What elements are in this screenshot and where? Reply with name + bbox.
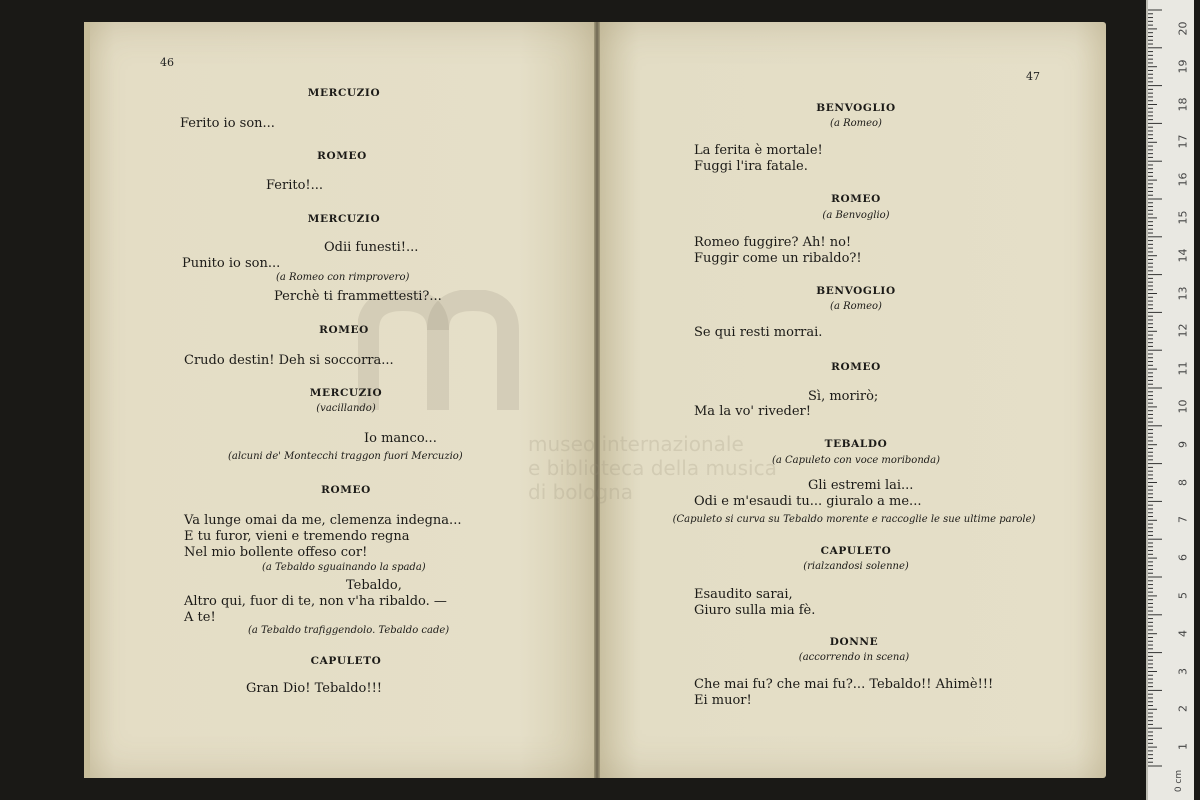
libretto-line: A te! — [184, 610, 216, 625]
ruler-number: 8 — [1176, 478, 1190, 486]
stage-direction: (Capuleto si curva su Tebaldo morente e raccoglie le sue ultime parole) — [672, 514, 1036, 525]
ruler-number: 14 — [1176, 248, 1190, 263]
ruler-number: 5 — [1176, 592, 1190, 599]
libretto-line: Io manco... — [364, 431, 437, 446]
ruler-number: 4 — [1176, 629, 1190, 637]
speaker-name: CAPULETO — [310, 655, 382, 667]
stage-direction: (a Benvoglio) — [822, 210, 890, 221]
libretto-line: Fuggi l'ira fatale. — [694, 159, 808, 174]
watermark-line-3: di bologna — [528, 480, 633, 504]
watermark-line-2: e biblioteca della musica — [528, 456, 777, 480]
stage-direction: (alcuni de' Montecchi traggon fuori Mercuzio) — [228, 451, 463, 462]
page-number-right: 47 — [1026, 70, 1040, 83]
stage-direction: (a Capuleto con voce moribonda) — [771, 455, 941, 466]
ruler-number: 1 — [1176, 743, 1190, 751]
ruler-number: 10 — [1176, 399, 1190, 414]
libretto-line: Esaudito sarai, — [694, 587, 793, 602]
stage-direction: (accorrendo in scena) — [798, 652, 910, 663]
speaker-name: MERCUZIO — [307, 213, 381, 225]
libretto-line: Odii funesti!... — [324, 240, 419, 255]
libretto-line: Sì, morirò; — [808, 389, 879, 404]
speaker-name: DONNE — [829, 636, 879, 648]
libretto-line: Punito io son... — [182, 256, 281, 271]
libretto-line: Gli estremi lai... — [808, 478, 914, 493]
ruler-number: 2 — [1176, 705, 1190, 713]
watermark-line-1: museo internazionale — [528, 432, 744, 456]
page-number-left: 46 — [160, 56, 174, 69]
speaker-name: CAPULETO — [820, 545, 892, 557]
speaker-name: MERCUZIO — [307, 87, 381, 99]
speaker-name: ROMEO — [831, 361, 881, 373]
speaker-name: ROMEO — [319, 324, 369, 336]
libretto-line: Odi e m'esaudi tu... giuralo a me... — [694, 494, 922, 509]
libretto-line: Se qui resti morrai. — [694, 325, 823, 340]
ruler-number: 15 — [1176, 210, 1190, 225]
speaker-name: ROMEO — [317, 150, 367, 162]
stage-direction: (a Tebaldo sguainando la spada) — [262, 562, 426, 573]
speaker-name: BENVOGLIO — [816, 102, 896, 114]
libretto-line: E tu furor, vieni e tremendo regna — [184, 529, 410, 544]
stage-direction: (a Romeo) — [830, 301, 882, 312]
speaker-name: MERCUZIO — [309, 387, 383, 399]
ruler-number: 3 — [1176, 667, 1190, 675]
libretto-line: Nel mio bollente offeso cor! — [184, 545, 368, 560]
ruler-number: 12 — [1176, 323, 1190, 338]
ruler-number: 9 — [1176, 440, 1190, 448]
ruler-number: 11 — [1176, 361, 1190, 376]
libretto-line: Ei muor! — [694, 693, 752, 708]
ruler-number: 6 — [1176, 554, 1190, 562]
libretto-line: La ferita è mortale! — [694, 143, 823, 158]
ruler-number: 19 — [1176, 59, 1190, 74]
book-gutter — [594, 22, 600, 778]
speaker-name: ROMEO — [321, 484, 371, 496]
libretto-line: Gran Dio! Tebaldo!!! — [246, 681, 383, 696]
libretto-line: Ferito!... — [266, 178, 324, 193]
libretto-line: Va lunge omai da me, clemenza indegna... — [184, 513, 462, 528]
stage-direction: (a Tebaldo trafiggendolo. Tebaldo cade) — [248, 625, 450, 636]
page-edge — [84, 22, 90, 778]
libretto-line: Crudo destin! Deh si soccorra... — [184, 353, 394, 368]
ruler-number: 16 — [1176, 172, 1190, 187]
libretto-line: Tebaldo, — [346, 578, 402, 593]
ruler-number: 17 — [1176, 134, 1190, 149]
stage-direction: (a Romeo con rimprovero) — [276, 272, 410, 283]
ruler-number: 7 — [1176, 516, 1190, 524]
stage-direction: (a Romeo) — [830, 118, 882, 129]
measurement-ruler — [1146, 0, 1194, 800]
libretto-line: Giuro sulla mia fè. — [694, 603, 816, 618]
speaker-name: BENVOGLIO — [816, 285, 896, 297]
libretto-line: Ferito io son... — [180, 116, 275, 131]
libretto-line: Romeo fuggire? Ah! no! — [694, 235, 852, 250]
speaker-name: TEBALDO — [824, 438, 888, 450]
libretto-line: Altro qui, fuor di te, non v'ha ribaldo. — — [184, 594, 447, 609]
stage-direction: (vacillando) — [316, 403, 376, 414]
libretto-line: Fuggir come un ribaldo?! — [694, 251, 862, 266]
libretto-line: Che mai fu? che mai fu?... Tebaldo!! Ahimè!!! — [694, 677, 994, 692]
stage-direction: (rialzandosi solenne) — [803, 561, 909, 572]
libretto-line: Perchè ti frammettesti?... — [274, 289, 442, 304]
ruler-number: 18 — [1176, 97, 1190, 112]
ruler-number: 13 — [1176, 286, 1190, 301]
speaker-name: ROMEO — [831, 193, 881, 205]
libretto-line: Ma la vo' riveder! — [694, 404, 811, 419]
ruler-unit: 0 cm — [1173, 769, 1184, 793]
ruler-number: 20 — [1176, 21, 1190, 36]
